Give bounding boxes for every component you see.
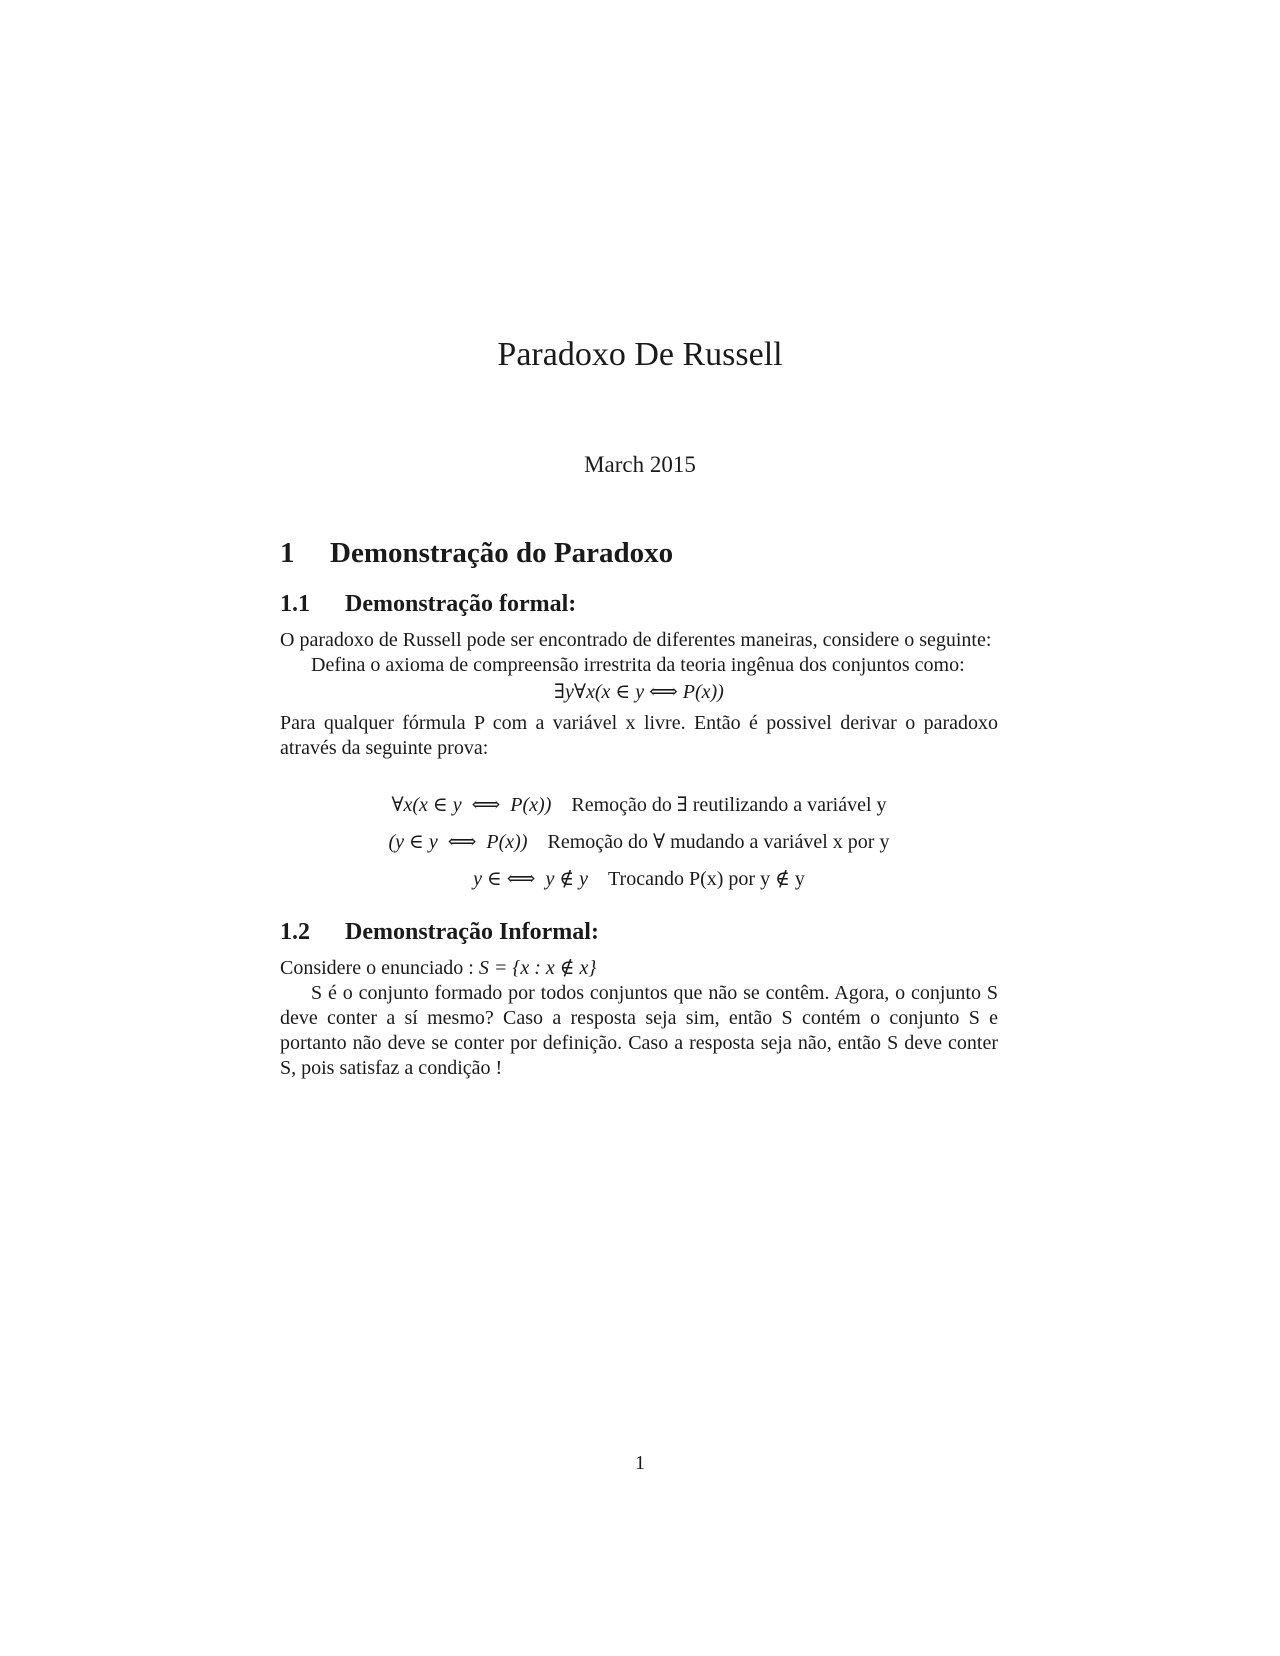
derivation-row	[280, 824, 998, 861]
page-number: 1	[635, 1452, 645, 1474]
derivation-row	[280, 787, 998, 824]
derivation-formula: ∀x(x ∈ y ⟺ P(x))	[391, 794, 552, 816]
document-body	[280, 536, 998, 1081]
subsection-title: Demonstração formal:	[345, 591, 577, 617]
subsection-number: 1.2	[280, 919, 310, 945]
derivation-reason: Trocando P(x) por y ∉ y	[608, 868, 805, 890]
subsection-heading-informal	[280, 918, 998, 946]
document-title: Paradoxo De Russell	[497, 336, 783, 373]
paragraph-statement	[280, 956, 998, 981]
derivation-formula: (y ∈ y ⟺ P(x))	[388, 831, 528, 853]
derivation-reason: Remoção do ∀ mudando a variável x por y	[547, 831, 890, 853]
section-title: Demonstração do Paradoxo	[330, 537, 674, 569]
subsection-title: Demonstração Informal:	[345, 919, 599, 945]
derivation-reason: Remoção do ∃ reutilizando a variável y	[571, 794, 887, 816]
subsection-heading-formal	[280, 590, 998, 618]
statement-label: Considere o enunciado :	[280, 957, 479, 979]
derivation-row	[280, 861, 998, 898]
axiom-formula: ∃y∀x(x ∈ y ⟺ P(x))	[554, 681, 724, 703]
derivation-formula: y ∈ ⟺ y ∉ y	[473, 868, 589, 890]
paragraph-intro: O paradoxo de Russell pode ser encontrado de diferentes maneiras, considere o seguinte:	[280, 629, 992, 651]
statement-formula: S = {x : x ∉ x}	[478, 957, 597, 979]
paragraph-axiom-intro: Defina o axioma de compreensão irrestrita da teoria ingênua dos conjuntos como:	[311, 654, 965, 676]
section-heading	[280, 536, 998, 570]
paragraph-informal-proof: S é o conjunto formado por todos conjuntos que não se contêm. Agora, o conjunto S deve conter a sí mesmo? Caso a resposta seja sim, então S contém o conjunto S e portanto não deve se conter por definição. Caso a resposta seja não, então S deve conter S, pois satisfaz a condição !	[280, 982, 998, 1079]
document-date: March 2015	[584, 452, 696, 477]
subsection-number: 1.1	[280, 591, 310, 617]
section-number: 1	[280, 537, 295, 569]
derivation-block	[280, 787, 998, 898]
paragraph-derivation-intro: Para qualquer fórmula P com a variável x livre. Então é possivel derivar o paradoxo através da seguinte prova:	[280, 712, 998, 759]
